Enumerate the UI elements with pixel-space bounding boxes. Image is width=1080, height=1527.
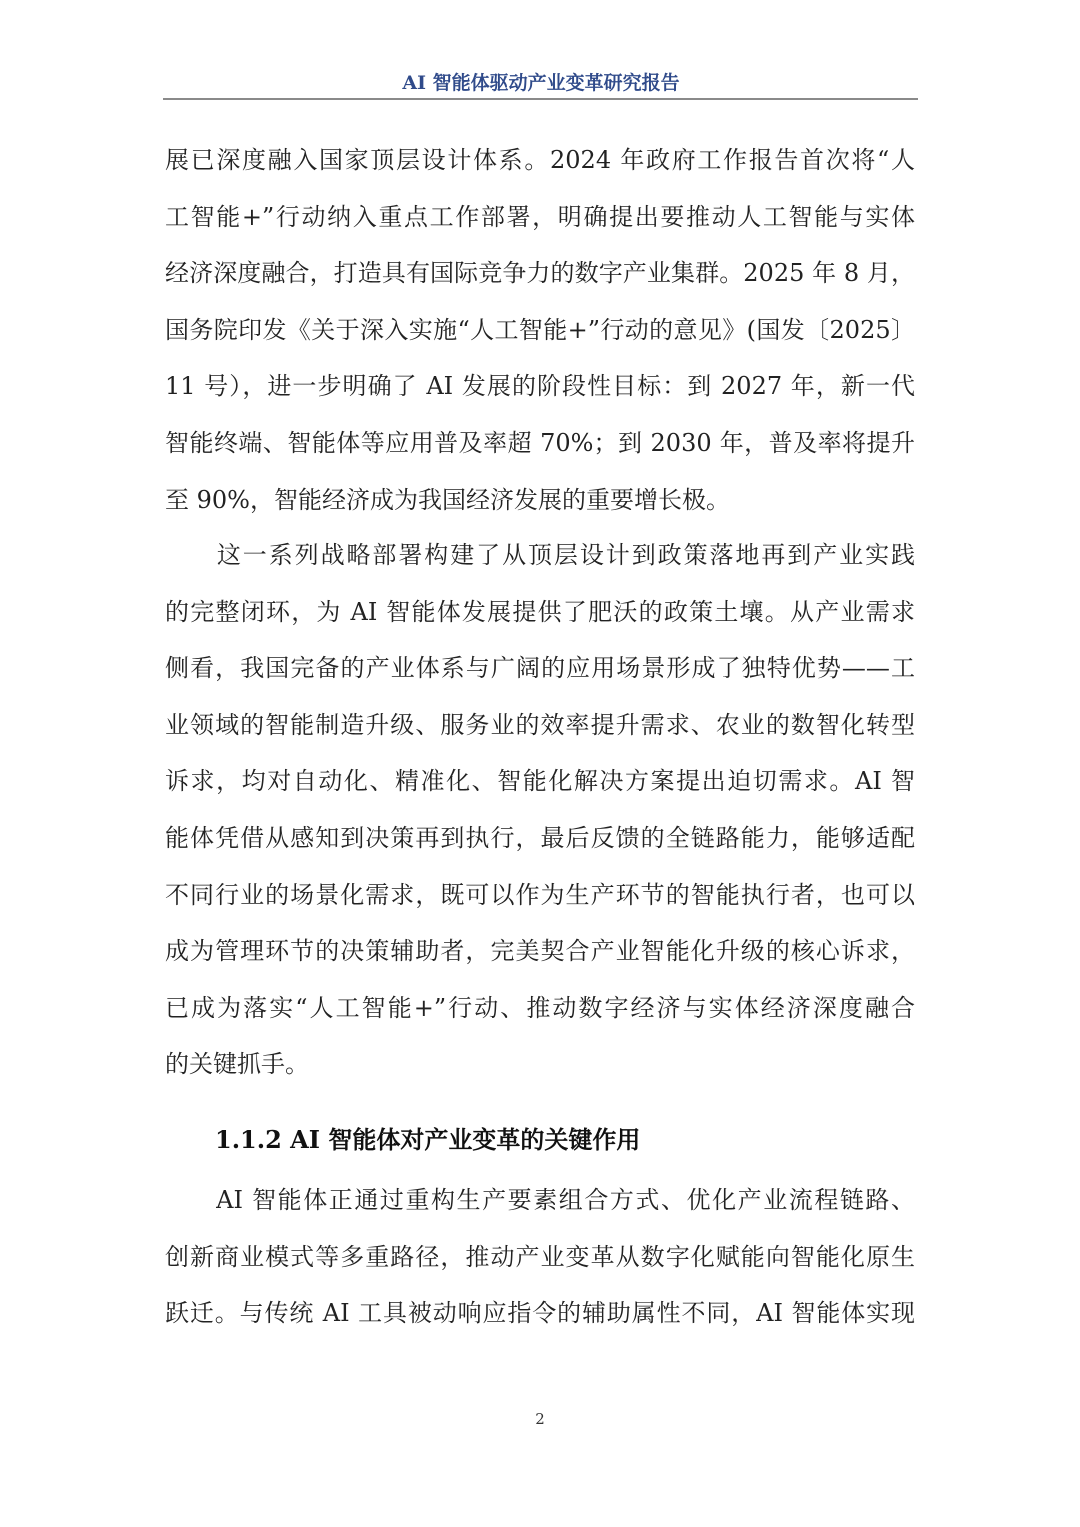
text-line: 经济深度融合，打造具有国际竞争力的数字产业集群。2025 年 8 月， [165,259,915,288]
text-line: 诉求，均对自动化、精准化、智能化解决方案提出迫切需求。AI 智 [165,767,915,796]
page-number: 2 [535,1410,545,1428]
text-line: 跃迁。与传统 AI 工具被动响应指令的辅助属性不同，AI 智能体实现 [165,1299,915,1328]
running-header: AI 智能体驱动产业变革研究报告 [402,72,680,94]
text-line: 至 90%，智能经济成为我国经济发展的重要增长极。 [165,485,730,514]
header-divider [163,98,918,100]
text-line: 业领域的智能制造升级、服务业的效率提升需求、农业的数智化转型 [165,710,915,739]
text-line: 这一系列战略部署构建了从顶层设计到政策落地再到产业实践 [165,541,915,569]
text-line: 工智能+”行动纳入重点工作部署，明确提出要推动人工智能与实体 [165,202,915,231]
text-line: 已成为落实“人工智能+”行动、推动数字经济与实体经济深度融合 [165,993,915,1022]
text-line: 智能终端、智能体等应用普及率超 70%；到 2030 年，普及率将提升 [165,428,915,457]
text-line: 的完整闭环，为 AI 智能体发展提供了肥沃的政策土壤。从产业需求 [165,597,915,626]
text-line: AI 智能体正通过重构生产要素组合方式、优化产业流程链路、 [165,1186,915,1214]
paragraph-1 [165,132,915,528]
text-line: 展已深度融入国家顶层设计体系。2024 年政府工作报告首次将“人 [165,146,915,174]
section-heading: 1.1.2 AI 智能体对产业变革的关键作用 [215,1125,641,1154]
text-line: 创新商业模式等多重路径，推动产业变革从数字化赋能向智能化原生 [165,1242,915,1271]
text-line: 的关键抓手。 [165,1050,309,1079]
text-line: 11 号），进一步明确了 AI 发展的阶段性目标：到 2027 年，新一代 [165,372,915,401]
text-line: 国务院印发《关于深入实施“人工智能+”行动的意见》(国发〔2025〕 [165,315,915,344]
text-line: 不同行业的场景化需求，既可以作为生产环节的智能执行者，也可以 [165,880,915,909]
paragraph-3 [165,1172,915,1342]
text-line: 能体凭借从感知到决策再到执行，最后反馈的全链路能力，能够适配 [165,823,915,852]
paragraph-2 [165,527,915,1093]
text-line: 成为管理环节的决策辅助者，完美契合产业智能化升级的核心诉求， [165,937,915,966]
text-line: 侧看，我国完备的产业体系与广阔的应用场景形成了独特优势——工 [165,654,915,683]
